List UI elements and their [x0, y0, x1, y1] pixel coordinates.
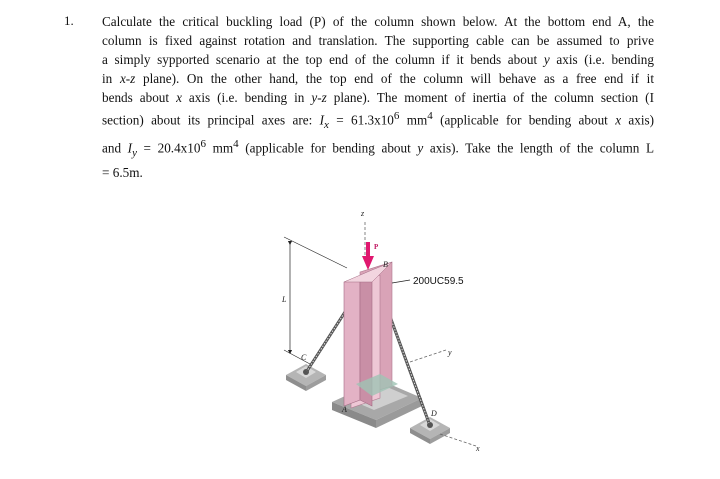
label-c: C	[301, 353, 307, 362]
question-line: Calculate the critical buckling load (P) of the column shown below. At the bottom end A, the	[102, 14, 654, 29]
label-z: z	[361, 209, 365, 218]
support-c	[286, 364, 326, 391]
question-line: column is fixed against rotation and translation. The supporting cable can be assumed to prive	[102, 33, 654, 48]
section-leader	[392, 280, 410, 283]
dimension-l	[284, 237, 347, 364]
question-line: section) about its principal axes are: $I_x = 61.3x10^6$ $mm^4$ (applicable for bending about x axis)	[102, 110, 655, 132]
x-axis	[440, 434, 476, 446]
label-l: L	[282, 295, 287, 304]
support-d	[410, 417, 450, 444]
label-d: D	[431, 409, 437, 418]
label-x: x	[476, 444, 480, 453]
section-label: 200UC59.5	[413, 276, 464, 287]
question-line: a simply sypported scenario at the top end of the column if it bends about y axis (i.e. bending	[102, 52, 654, 67]
i-section-column	[344, 262, 398, 408]
label-b: B	[383, 260, 388, 269]
question-line: and $I_y = 20.4x10^6$ $mm^4$ (applicable for bending about y axis). Take the length of the column L	[102, 138, 654, 160]
question-number: 1.	[64, 13, 74, 28]
question-line: = 6.5m.	[102, 165, 143, 181]
load-arrow-p	[362, 242, 374, 270]
question-line: in x-z plane). On the other hand, the top end of the column will behave as a free end if it	[102, 71, 654, 86]
label-p: P	[374, 243, 379, 251]
label-y: y	[448, 348, 452, 357]
y-axis	[410, 350, 446, 362]
label-a: A	[342, 405, 347, 414]
question-line: bends about x axis (i.e. bending in y-z plane). The moment of inertia of the column section (I	[102, 90, 654, 105]
